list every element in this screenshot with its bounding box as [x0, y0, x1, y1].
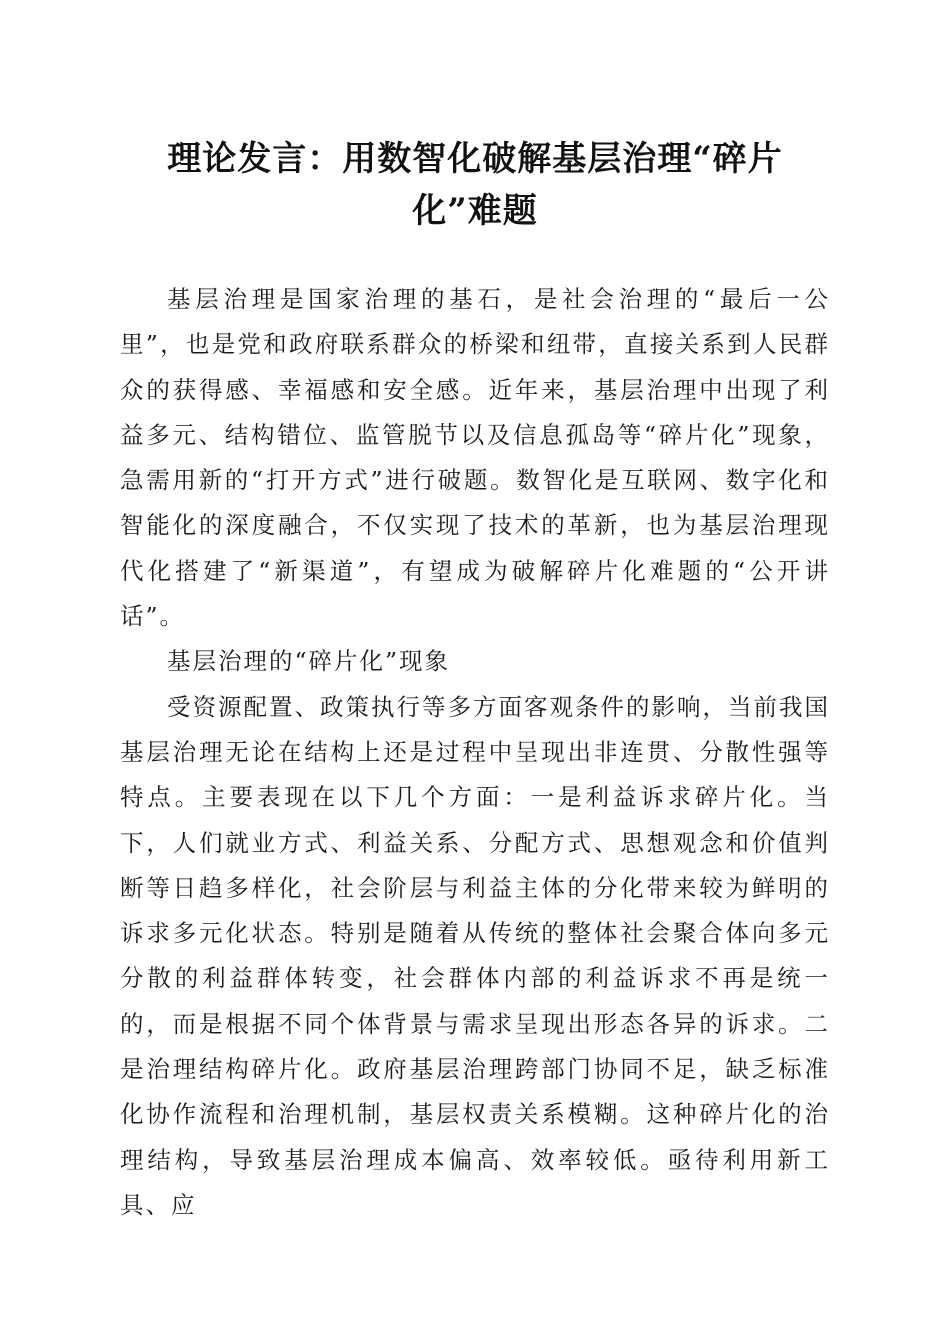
paragraph-phenomenon: 受资源配置、政策执行等多方面客观条件的影响，当前我国基层治理无论在结构上还是过程中呈现出非连贯、分散性强等特点。主要表现在以下几个方面：一是利益诉求碎片化。当下，人们就业方式、利益关系、分配方式、思想观念和价值判断等日趋多样化，社会阶层与利益主体的分化带来较为鲜明的诉求多元化状态。特别是随着从传统的整体社会聚合体向多元分散的利益群体转变，社会群体内部的利益诉求不再是统一的，而是根据不同个体背景与需求呈现出形态各异的诉求。二是治理结构碎片化。政府基层治理跨部门协同不足，缺乏标准化协作流程和治理机制，基层权责关系模糊。这种碎片化的治理结构，导致基层治理成本偏高、效率较低。亟待利用新工具、应	[120, 692, 830, 1219]
title-line-2: 化”难题	[412, 191, 538, 231]
document-title	[120, 133, 830, 237]
title-line-1: 理论发言：用数智化破解基层治理“碎片	[167, 139, 783, 179]
paragraph-intro: 基层治理是国家治理的基石，是社会治理的“最后一公里”，也是党和政府联系群众的桥梁和纽带，直接关系到人民群众的获得感、幸福感和安全感。近年来，基层治理中出现了利益多元、结构错位、监管脱节以及信息孤岛等“碎片化”现象，急需用新的“打开方式”进行破题。数智化是互联网、数字化和智能化的深度融合，不仅实现了技术的革新，也为基层治理现代化搭建了“新渠道”，有望成为破解碎片化难题的“公开讲话”。	[120, 285, 830, 631]
document-body	[120, 277, 830, 1228]
section-heading: 基层治理的“碎片化”现象	[167, 647, 451, 676]
